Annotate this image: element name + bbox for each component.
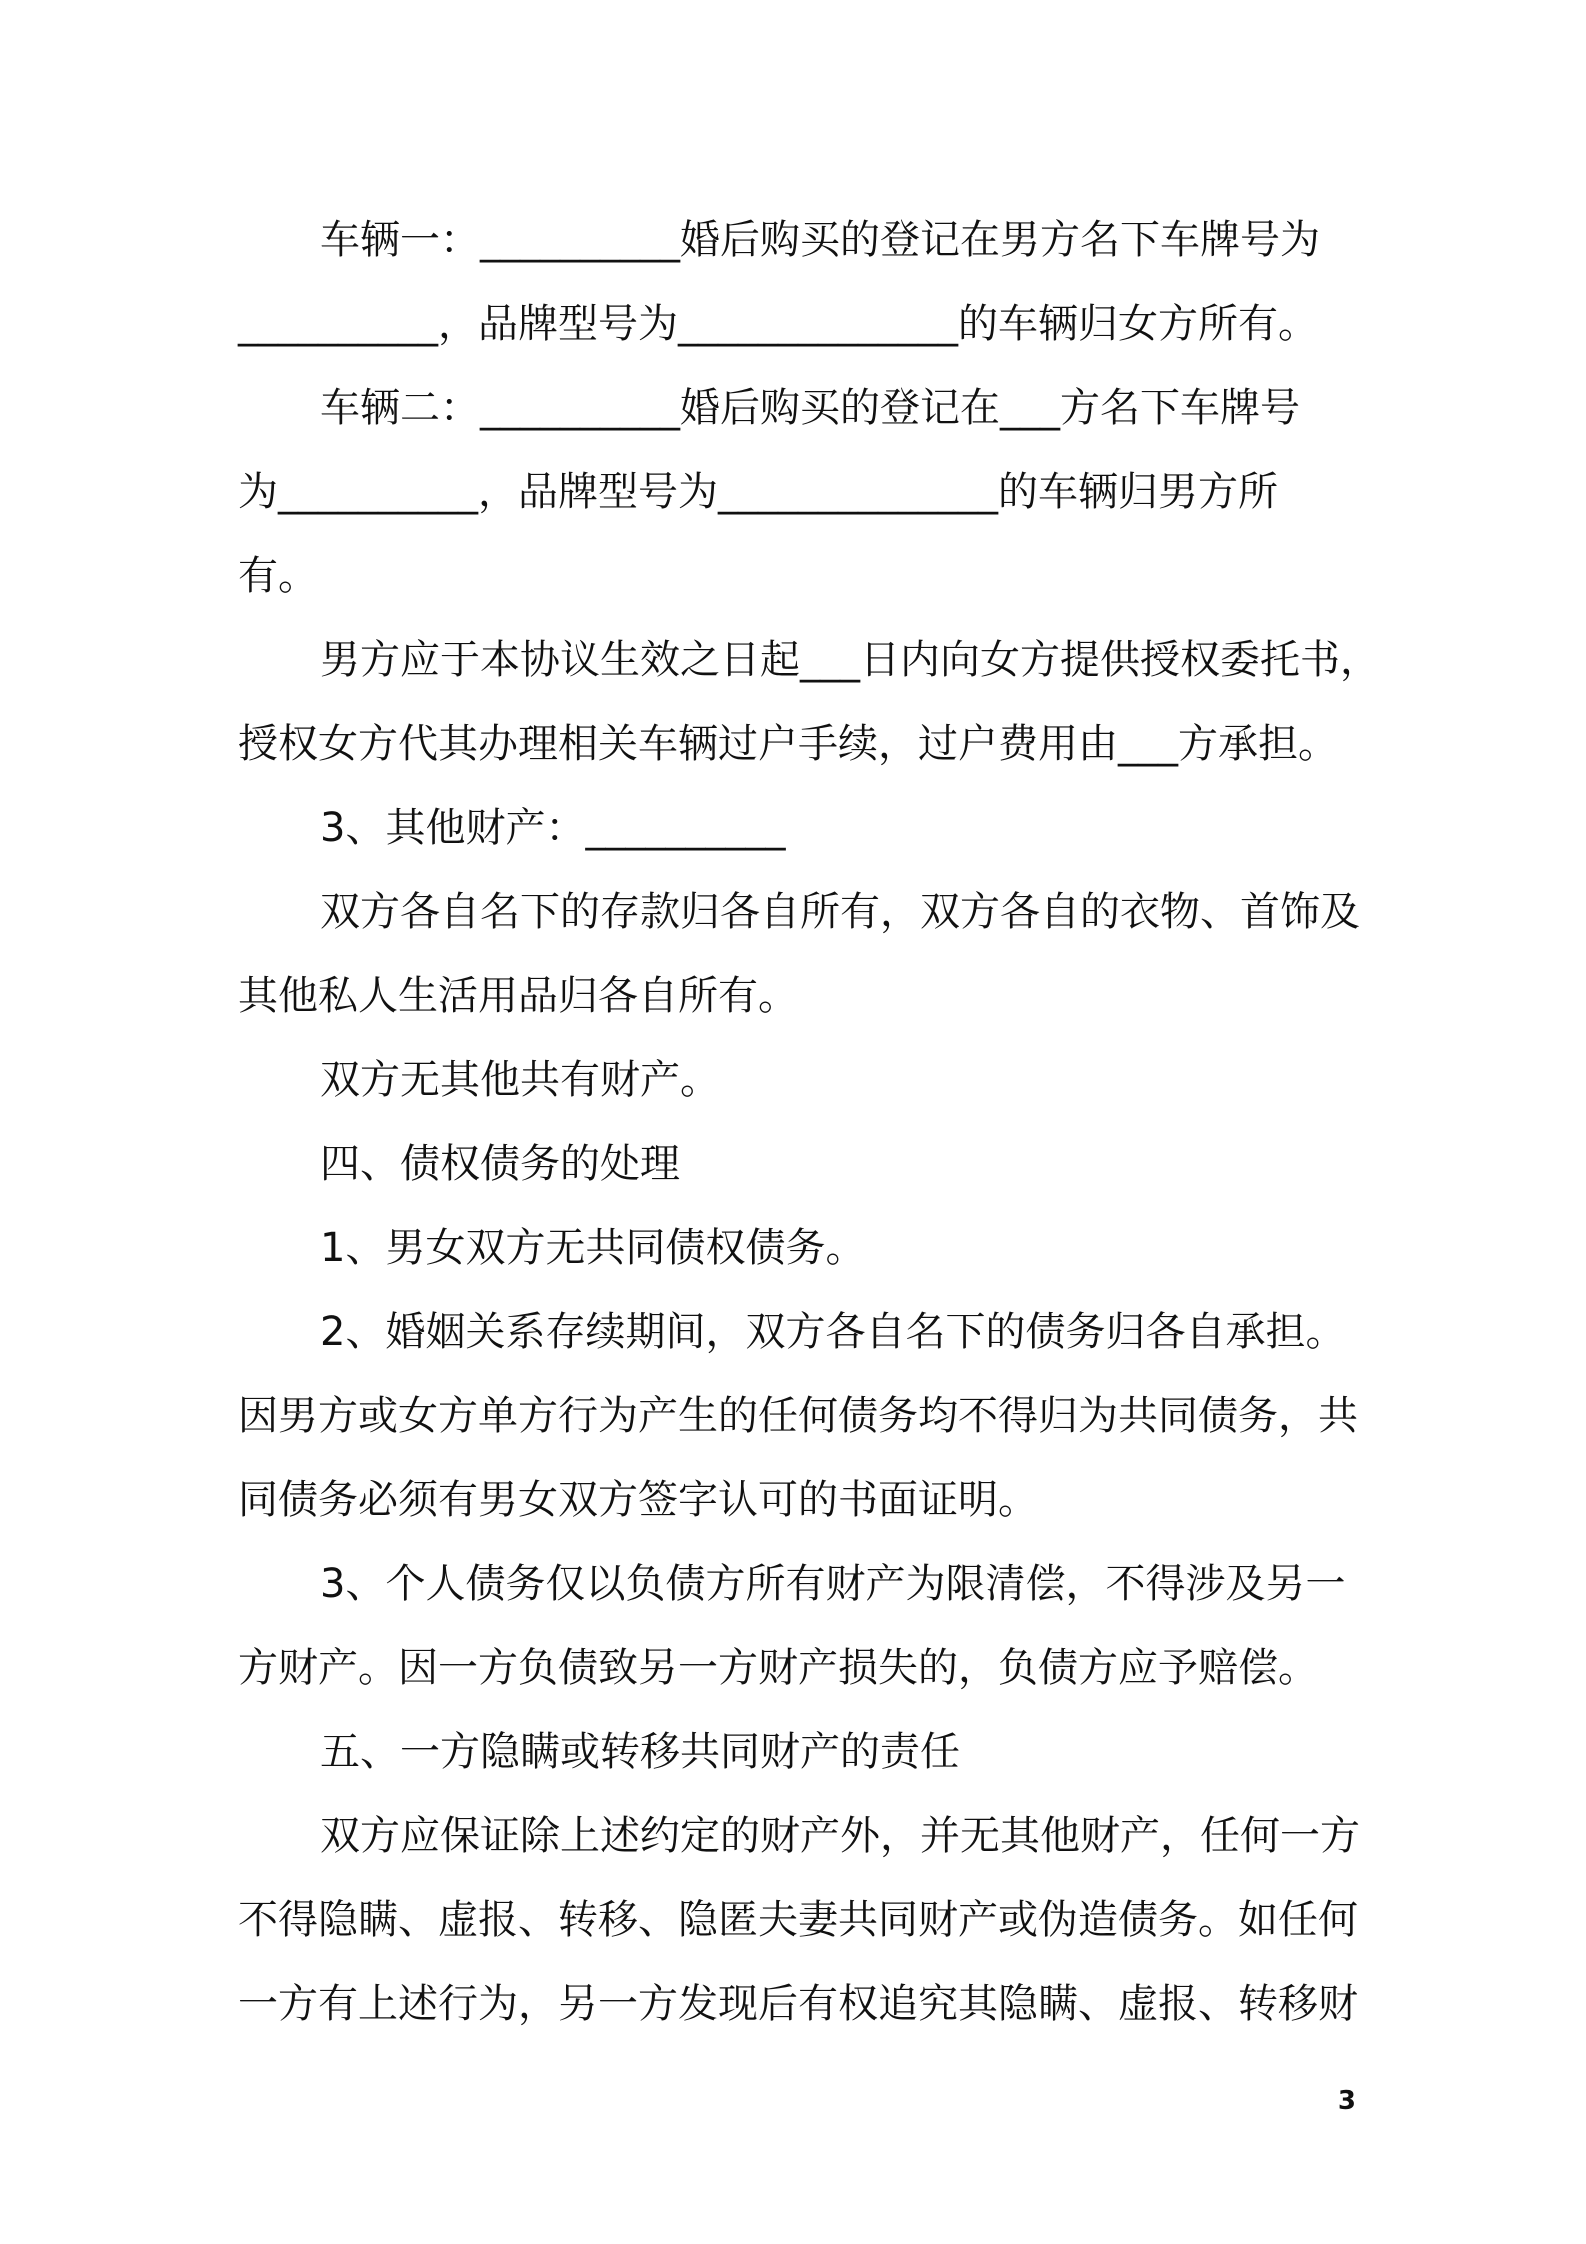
document-body	[238, 198, 1380, 2046]
text-line: 双方各自名下的存款归各自所有，双方各自的衣物、首饰及	[320, 889, 1360, 935]
text-line: 不得隐瞒、虚报、转移、隐匿夫妻共同财产或伪造债务。如任何	[238, 1897, 1358, 1943]
text-line: 为__________，品牌型号为______________的车辆归男方所	[238, 469, 1278, 515]
text-line: 车辆一：__________婚后购买的登记在男方名下车牌号为	[320, 217, 1320, 263]
text-line: 男方应于本协议生效之日起___日内向女方提供授权委托书，	[320, 637, 1380, 683]
page-number: 3	[1337, 2086, 1356, 2116]
text-line: 其他私人生活用品归各自所有。	[238, 973, 798, 1019]
text-line: 授权女方代其办理相关车辆过户手续，过户费用由___方承担。	[238, 721, 1338, 767]
section-heading: 五、一方隐瞒或转移共同财产的责任	[320, 1729, 960, 1775]
section-heading: 四、债权债务的处理	[320, 1141, 680, 1187]
text-line: 双方应保证除上述约定的财产外，并无其他财产，任何一方	[320, 1813, 1360, 1859]
text-line: 一方有上述行为，另一方发现后有权追究其隐瞒、虚报、转移财	[238, 1981, 1358, 2027]
text-line: 3、其他财产：__________	[320, 805, 786, 851]
text-line: 双方无其他共有财产。	[320, 1057, 720, 1103]
text-line: 同债务必须有男女双方签字认可的书面证明。	[238, 1477, 1038, 1523]
text-line: 1、男女双方无共同债权债务。	[320, 1225, 866, 1271]
text-line: 车辆二：__________婚后购买的登记在___方名下车牌号	[320, 385, 1300, 431]
text-line: __________，品牌型号为______________的车辆归女方所有。	[238, 301, 1318, 347]
text-line: 有。	[238, 553, 318, 599]
text-line: 2、婚姻关系存续期间，双方各自名下的债务归各自承担。	[320, 1309, 1346, 1355]
text-line: 3、个人债务仅以负债方所有财产为限清偿，不得涉及另一	[320, 1561, 1346, 1607]
text-line: 方财产。因一方负债致另一方财产损失的，负债方应予赔偿。	[238, 1645, 1318, 1691]
text-line: 因男方或女方单方行为产生的任何债务均不得归为共同债务，共	[238, 1393, 1358, 1439]
